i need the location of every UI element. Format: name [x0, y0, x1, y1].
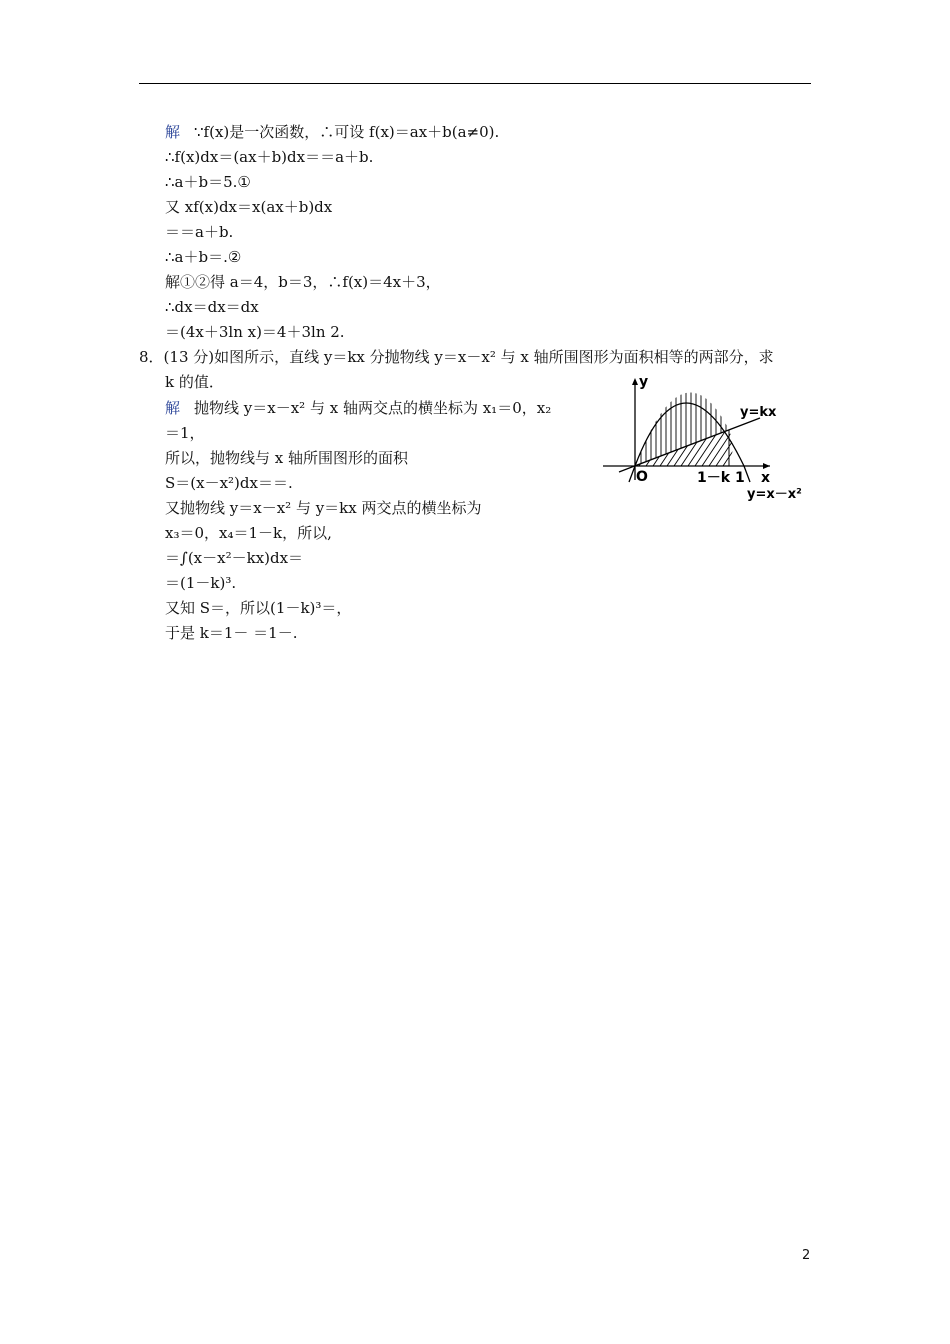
parabola-figure [595, 372, 810, 502]
solution2-line-3: 所以，抛物线与 x 轴所围图形的面积 [165, 449, 408, 467]
solution-line-3: ∴a＋b＝5.① [165, 173, 251, 191]
solution2-label: 解 [165, 399, 181, 417]
origin-label: O [636, 469, 648, 485]
solution-line-8: ∴dx＝dx＝dx [165, 298, 259, 316]
solution2-line-10: 于是 k＝1－ ＝1－. [165, 624, 298, 642]
problem-8-line-2: k 的值． [165, 373, 224, 391]
solution-label: 解 [165, 123, 181, 141]
lower-region-hatch [635, 412, 766, 472]
problem-8-line-1: 8．(13 分)如图所示，直线 y＝kx 分抛物线 y＝x－x² 与 x 轴所围图形为面积相等的两部分，求 [139, 348, 774, 366]
solution2-line-9: 又知 S＝，所以(1－k)³＝， [165, 599, 352, 617]
upper-region-hatch [641, 372, 726, 472]
solution2-line-2: ＝1， [165, 424, 205, 442]
solution2-line-8: ＝(1－k)³. [165, 574, 237, 592]
solution2-line-5: 又抛物线 y＝x－x² 与 y＝kx 两交点的横坐标为 [165, 499, 482, 517]
tick-1: 1 [735, 470, 745, 486]
x-axis-label: x [761, 470, 771, 486]
y-axis-arrow [632, 378, 638, 385]
solution-line-1 [165, 122, 499, 142]
y-axis-label: y [639, 374, 649, 390]
solution2-line-6: x₃＝0，x₄＝1－k，所以, [165, 524, 332, 542]
tick-1-minus-k: 1－k [697, 470, 731, 486]
header-rule [139, 83, 811, 84]
solution2-line-4: S＝(x－x²)dx＝＝. [165, 474, 293, 492]
solution2-line-7: ＝∫(x－x²－kx)dx＝ [165, 549, 304, 567]
solution-line-4: 又 xf(x)dx＝x(ax＋b)dx [165, 198, 333, 216]
solution-line-7: 解①②得 a＝4，b＝3，∴f(x)＝4x＋3， [165, 273, 441, 291]
solution-line-5: ＝＝a＋b. [165, 223, 234, 241]
solution-line-2: ∴f(x)dx＝(ax＋b)dx＝＝a＋b. [165, 148, 374, 166]
line-label: y=kx [740, 405, 777, 420]
solution-line-6: ∴a＋b＝.② [165, 248, 242, 266]
solution2-text: 抛物线 y＝x－x² 与 x 轴两交点的横坐标为 x₁＝0，x₂ [194, 399, 552, 417]
solution-text: ∵f(x)是一次函数，∴可设 f(x)＝ax＋b(a≠0). [194, 123, 500, 141]
x-axis-arrow [763, 463, 770, 469]
solution-line-9: ＝(4x＋3ln x)＝4＋3ln 2. [165, 323, 345, 341]
curve-label: y=x－x² [747, 487, 802, 502]
solution2-line-1 [165, 398, 551, 418]
page-number: 2 [802, 1248, 811, 1263]
